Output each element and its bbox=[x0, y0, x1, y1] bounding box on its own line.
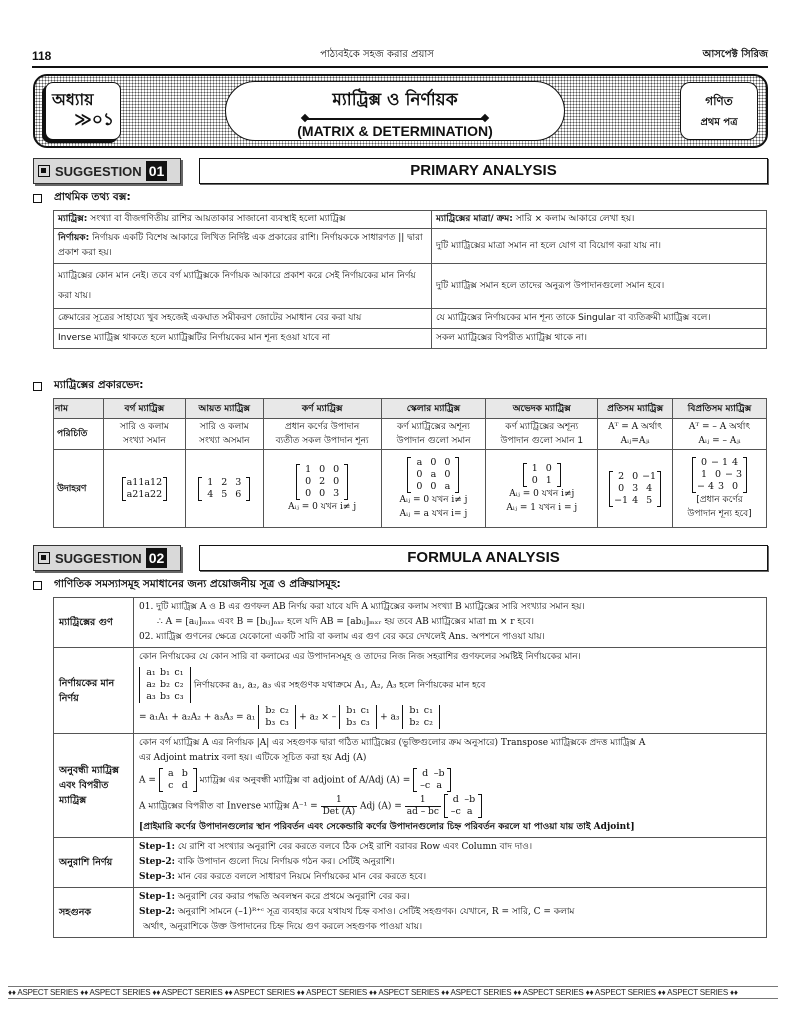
matrix-cell: 1 bbox=[545, 474, 552, 486]
info-cell-right bbox=[432, 309, 767, 329]
matrix-cell: 0 bbox=[632, 470, 639, 482]
example-note: Aᵢⱼ = 0 যখন i≠ j bbox=[399, 494, 468, 505]
matrix-cell: 0 bbox=[444, 456, 451, 468]
info-text: সংখ্যা বা বীজগণিতীয় রাশির আয়তাকার সাজানো ব্যবস্থাই হলো ম্যাট্রিক্স bbox=[87, 214, 346, 224]
matrix-row bbox=[144, 679, 186, 691]
formula-expr: ম্যাট্রিক্স এর অনুবন্ধী ম্যাট্রিক্স বা adjoint of A/Adj (A) = bbox=[199, 775, 411, 786]
title-divider bbox=[305, 118, 485, 120]
matrix-cell: b₃ bbox=[346, 717, 357, 728]
intro-line: কর্ণ ম্যাট্রিক্সের অশূন্য bbox=[396, 422, 470, 432]
matrix-cell: 2 bbox=[319, 475, 326, 487]
matrix-cell: 0 bbox=[319, 487, 326, 499]
info-cell-left bbox=[54, 229, 432, 264]
matrix-cell: 4 bbox=[632, 494, 639, 506]
matrix-cell: a bbox=[430, 468, 437, 480]
square-bullet-icon bbox=[38, 552, 50, 564]
series-name: আসপেক্ট সিরিজ bbox=[702, 49, 768, 60]
example-note: Aᵢⱼ = 0 যখন i≠j bbox=[509, 488, 575, 499]
matrix-cell: c₃ bbox=[360, 717, 370, 728]
example-cell bbox=[185, 450, 263, 528]
info-cell-left bbox=[54, 211, 432, 229]
matrix-row bbox=[127, 489, 163, 501]
formula-row-det bbox=[54, 648, 767, 734]
info-text: নির্ণায়ক একটি বিশেষ আকারে লিখিত নির্দিষ্ট এক প্রকারের রাশি। নির্ণায়ককে সাধারণত || দ্বারা প্রকাশ করা হয়। bbox=[58, 233, 423, 258]
intro-line: Aᵀ = A অর্থাৎ bbox=[608, 422, 663, 432]
row-header: পরিচিতি bbox=[54, 419, 104, 450]
matrix-row bbox=[344, 705, 372, 717]
matrix-cell: − 3 bbox=[725, 468, 743, 480]
matrix-cell: − 4 bbox=[697, 480, 715, 492]
matrix-cell: 3 bbox=[235, 476, 242, 488]
matrix-cell: 0 bbox=[545, 462, 552, 474]
matrix-row bbox=[449, 806, 477, 818]
matrix-cell: 0 bbox=[430, 456, 437, 468]
matrix-cell: c₂ bbox=[423, 717, 433, 728]
intro-cell bbox=[263, 419, 381, 450]
section-heading: FORMULA ANALYSIS bbox=[199, 545, 768, 571]
formula-line: 02. ম্যাট্রিক্স গুণনের ক্ষেত্রে যেকোনো একটি সারি বা কলাম এর গুণ বের করে দেখলেই Ans. অপশনে পাওয়া যায়। bbox=[139, 632, 545, 642]
example-note: Aᵢⱼ = 1 যখন i = j bbox=[506, 502, 578, 513]
fraction bbox=[321, 795, 358, 818]
matrix-row bbox=[697, 457, 742, 469]
row-label: অনুরাশি নির্ণয় bbox=[54, 838, 134, 888]
section-title-text: ম্যাট্রিক্সের প্রকারভেদ: bbox=[54, 379, 144, 391]
row-header: উদাহরণ bbox=[54, 450, 104, 528]
formula-line: এর Adjoint matrix বলা হয়। এটিকে সূচিত করা হয় Adj (A) bbox=[139, 753, 367, 763]
matrix-cell: 4 bbox=[646, 482, 653, 494]
matrix-row bbox=[164, 780, 192, 792]
matrix-cell: 0 bbox=[416, 468, 423, 480]
suggestion-badge bbox=[33, 545, 181, 571]
column-header: কর্ণ ম্যাট্রিক্স bbox=[263, 399, 381, 419]
checkbox-bullet-icon bbox=[33, 194, 42, 203]
formula-row-cofactor bbox=[54, 888, 767, 938]
matrix-row bbox=[203, 477, 245, 489]
matrix-cell: 4 bbox=[732, 456, 739, 468]
matrix-cell: a22 bbox=[144, 488, 163, 500]
intro-cell bbox=[673, 419, 767, 450]
matrix-row bbox=[697, 469, 742, 481]
suggestion-01-bar bbox=[33, 158, 768, 184]
matrix-cell: 6 bbox=[235, 488, 242, 500]
info-text: দুটি ম্যাট্রিক্সের মাত্রা সমান না হলে যোগ বা বিয়োগ করা যায় না। bbox=[436, 240, 661, 251]
matrix-cell: 0 bbox=[700, 456, 708, 468]
matrix-row bbox=[449, 794, 477, 806]
matrix-cell: –b bbox=[464, 794, 476, 805]
intro-line: সংখ্যা সমান bbox=[123, 436, 166, 446]
matrix-cell: 1 bbox=[207, 476, 214, 488]
chapter-label: অধ্যায় bbox=[52, 90, 94, 109]
intro-cell bbox=[598, 419, 673, 450]
page-header bbox=[32, 48, 768, 68]
suggestion-02-bar bbox=[33, 545, 768, 571]
matrix-cell: b bbox=[181, 768, 188, 779]
formula-line: কোন নির্ণায়কের যে কোন সারি বা কলামের এর উপাদানসমূহ ও তাদের নিজ নিজ সহরাশির গুণফলের সমষ্টিই নির্ণায়কের মান। bbox=[139, 652, 581, 662]
example-matrix bbox=[407, 457, 459, 493]
column-header: প্রতিসম ম্যাট্রিক্স bbox=[598, 399, 673, 419]
matrix-cell: –c bbox=[420, 780, 431, 791]
section-title-text: গাণিতিক সমস্যাসমূহ সমাধানের জন্য প্রয়োজনীয় সূত্র ও প্রক্রিয়াসমূহ: bbox=[54, 578, 341, 590]
matrix-cell: 0 bbox=[618, 482, 625, 494]
chapter-box bbox=[45, 82, 121, 140]
matrix-cell: c₂ bbox=[174, 679, 184, 690]
example-matrix bbox=[609, 471, 661, 507]
example-cell bbox=[673, 450, 767, 528]
matrix-cell: a bbox=[167, 768, 174, 779]
intro-line: কর্ণ ম্যাট্রিক্সের অশূন্য bbox=[505, 422, 579, 432]
example-cell bbox=[486, 450, 598, 528]
intro-line: উপাদান গুলো সমান 1 bbox=[500, 436, 584, 446]
matrix-cell: c₃ bbox=[279, 717, 289, 728]
minor-determinant bbox=[339, 705, 377, 729]
matrix-row bbox=[127, 477, 163, 489]
matrix-row bbox=[697, 481, 742, 493]
matrix-row bbox=[263, 705, 291, 717]
matrix-cell: a12 bbox=[144, 476, 163, 488]
matrix-cell: a21 bbox=[126, 488, 145, 500]
intro-line: Aᵀ = – A অর্থাৎ bbox=[688, 422, 751, 432]
numerator: 1 bbox=[321, 795, 358, 807]
matrix-cell: d bbox=[181, 780, 188, 791]
minor-determinant bbox=[402, 705, 440, 729]
column-header: অভেদক ম্যাট্রিক্স bbox=[486, 399, 598, 419]
example-matrix bbox=[296, 464, 348, 500]
matrix-cell: b₂ bbox=[409, 717, 420, 728]
matrix-row bbox=[203, 489, 245, 501]
fraction bbox=[405, 795, 441, 818]
matrix-cell: c₁ bbox=[360, 705, 370, 716]
info-cell-right bbox=[432, 264, 767, 309]
step-label: Step-2: bbox=[139, 907, 175, 917]
matrix-cell: c₁ bbox=[423, 705, 433, 716]
matrix-row bbox=[144, 667, 186, 679]
matrix-cell: 1 bbox=[700, 468, 708, 480]
matrix-cell: a₁ bbox=[146, 667, 156, 678]
paper-name: প্রথম পত্র bbox=[700, 117, 738, 128]
intro-line: Aᵢⱼ = – Aⱼᵢ bbox=[698, 436, 741, 446]
denominator: ad – bc bbox=[406, 806, 439, 817]
matrix-cell: d bbox=[422, 768, 429, 779]
matrix-cell: b₁ bbox=[346, 705, 357, 716]
formula-expr: A = bbox=[139, 775, 156, 786]
suggestion-number: 01 bbox=[146, 161, 168, 181]
matrix-cell: 0 bbox=[531, 474, 538, 486]
matrix-row bbox=[614, 471, 656, 483]
info-cell-left bbox=[54, 264, 432, 309]
intro-line: উপাদান গুলো সমান bbox=[396, 436, 471, 446]
info-row bbox=[54, 229, 767, 264]
matrix-row bbox=[407, 717, 435, 729]
step-text: অনুরাশি বের করার পদ্ধতি অবলম্বন করে প্রথমে অনুরাশি বের কর। bbox=[175, 892, 410, 902]
matrix-cell: 5 bbox=[646, 494, 653, 506]
formula-table bbox=[53, 597, 767, 938]
matrix-row bbox=[301, 476, 343, 488]
matrix-row bbox=[301, 464, 343, 476]
formula-expr: + a₂ × – bbox=[299, 712, 337, 723]
matrix-cell: c₃ bbox=[174, 691, 184, 702]
intro-line: সংখ্যা অসমান bbox=[199, 436, 250, 446]
page-number: 118 bbox=[32, 48, 52, 63]
info-row bbox=[54, 264, 767, 309]
matrix-cell: 4 bbox=[207, 488, 214, 500]
matrix-cell: 0 bbox=[714, 468, 722, 480]
row-label: নির্ণায়কের মান নির্ণয় bbox=[54, 648, 134, 734]
info-row bbox=[54, 329, 767, 349]
numerator: 1 bbox=[405, 795, 441, 807]
inverse-matrix bbox=[444, 794, 482, 818]
matrix-cell: 0 bbox=[333, 463, 340, 475]
intro-cell bbox=[185, 419, 263, 450]
matrix-row bbox=[528, 463, 556, 475]
matrix-types-table bbox=[53, 398, 767, 528]
step-line bbox=[139, 870, 761, 885]
formula-line: নির্ণায়কের a₁, a₂, a₃ এর সহগুণক যথাক্রমে A₁, A₂, A₃ হলে নির্ণায়কের মান হবে bbox=[193, 680, 486, 691]
formula-line: অর্থাৎ, অনুরাশিকে উক্ত উপাদানের চিহ্ন দিয়ে গুণ করলে সহগুণক পাওয়া যায়। bbox=[143, 922, 423, 932]
info-row bbox=[54, 309, 767, 329]
matrix-cell: 0 bbox=[444, 468, 451, 480]
info-text: Inverse ম্যাট্রিক্স থাকতে হলে ম্যাট্রিক্সটির নির্ণায়কের মান শূন্য হওয়া যাবে না bbox=[58, 333, 331, 343]
example-note: [প্রধান কর্ণের bbox=[696, 494, 743, 505]
matrix-row bbox=[614, 495, 656, 507]
matrix-cell: b₂ bbox=[160, 679, 170, 690]
denominator: Det (A) bbox=[322, 806, 356, 817]
example-matrix bbox=[122, 477, 168, 501]
example-note: Aᵢⱼ = 0 যখন i≠ j bbox=[288, 501, 357, 512]
primary-info-table bbox=[53, 210, 767, 349]
minor-determinant bbox=[258, 705, 296, 729]
matrix-row bbox=[301, 488, 343, 500]
example-matrix bbox=[523, 463, 561, 487]
matrix-row bbox=[418, 768, 446, 780]
matrix-row bbox=[528, 475, 556, 487]
matrix-cell: 5 bbox=[221, 488, 228, 500]
info-cell-left bbox=[54, 309, 432, 329]
suggestion-label: SUGGESTION bbox=[55, 550, 142, 566]
adjoint-note: [প্রাইমারি কর্ণের উপাদানগুলোর স্থান পরিবর্তন এবং সেকেন্ডারি কর্ণের উপাদানগুলোর চিহ্ন পরিবর্তন করলে যা পাওয়া যায় তাই Adjoint] bbox=[139, 822, 635, 832]
determinant-3x3 bbox=[139, 667, 191, 703]
formula-row-mult bbox=[54, 598, 767, 648]
matrix-row bbox=[344, 717, 372, 729]
subject-box bbox=[680, 82, 758, 140]
example-note: উপাদান শূন্য হবে] bbox=[687, 508, 752, 519]
matrix-cell: c₂ bbox=[279, 705, 289, 716]
column-header: স্কেলার ম্যাট্রিক্স bbox=[381, 399, 486, 419]
section-title-text: প্রাথমিক তথ্য বক্স: bbox=[54, 191, 131, 203]
row-label: সহগুনক bbox=[54, 888, 134, 938]
column-header: বর্গ ম্যাট্রিক্স bbox=[103, 399, 185, 419]
matrix-cell: b₁ bbox=[409, 705, 420, 716]
matrix-row bbox=[412, 481, 454, 493]
step-label: Step-1: bbox=[139, 842, 175, 852]
formula-row-minor bbox=[54, 838, 767, 888]
info-term: ম্যাট্রিক্সের মাত্রা/ ক্রম: bbox=[436, 214, 513, 224]
intro-cell bbox=[381, 419, 486, 450]
matrix-row bbox=[614, 483, 656, 495]
step-label: Step-1: bbox=[139, 892, 175, 902]
info-term: নির্ণায়ক: bbox=[58, 233, 90, 243]
header-tagline: পাঠ্যবইকে সহজ করার প্রয়াস bbox=[320, 49, 434, 60]
matrix-cell: –c bbox=[450, 806, 461, 817]
suggestion-badge bbox=[33, 158, 181, 184]
column-header: আয়ত ম্যাট্রিক্স bbox=[185, 399, 263, 419]
formula-expr: = a₁A₁ + a₂A₂ + a₃A₃ = a₁ bbox=[139, 712, 256, 723]
matrix-row bbox=[263, 717, 291, 729]
formula-line: কোন বর্গ ম্যাট্রিক্স A এর নির্ণায়ক |A| এর সহগুণক দ্বারা গঠিত ম্যাট্রিক্সের (ভুক্তিগুলোর ক্রম অনুসারে) Transpose ম্যাট্রিক্সকে প্রদত্ত ম্যাট্রিক্স A bbox=[139, 738, 646, 748]
matrix-cell: 0 bbox=[430, 480, 437, 492]
row-label: অনুবন্ধী ম্যাট্রিক্স এবং বিপরীত ম্যাট্রিক্স bbox=[54, 734, 134, 838]
intro-line: সারি ও কলাম bbox=[119, 422, 169, 432]
matrix-cell: 0 bbox=[319, 463, 326, 475]
intro-line: Aᵢⱼ=Aⱼᵢ bbox=[620, 436, 650, 446]
section-title bbox=[33, 378, 144, 395]
info-text: যে ম্যাট্রিক্সের নির্ণায়কের মান শূন্য তাকে Singular বা ব্যতিক্রমী ম্যাট্রিক্স বলে। bbox=[436, 313, 711, 323]
suggestion-number: 02 bbox=[146, 548, 168, 568]
step-label: Step-3: bbox=[139, 872, 175, 882]
info-text: ক্রেমারের সূত্রের সাহায্যে খুব সহজেই একঘাত সমীকরণ জোটের সমাধান বের করা যায় bbox=[58, 313, 362, 323]
matrix-cell: a₃ bbox=[146, 691, 156, 702]
matrix-cell: b₃ bbox=[160, 691, 170, 702]
chapter-title-bn: ম্যাট্রিক্স ও নির্ণায়ক bbox=[332, 90, 458, 110]
matrix-cell: 1 bbox=[531, 462, 538, 474]
matrix-cell: a11 bbox=[126, 476, 145, 488]
matrix-row bbox=[418, 780, 446, 792]
step-label: Step-2: bbox=[139, 857, 175, 867]
matrix-cell: –b bbox=[433, 768, 445, 779]
matrix-cell: − 1 bbox=[711, 456, 729, 468]
matrix-a bbox=[159, 768, 197, 792]
step-line bbox=[139, 840, 761, 855]
matrix-cell: a bbox=[436, 780, 443, 791]
step-text: বাকি উপাদান গুলো দিয়ে নির্ণায়ক গঠন কর। সেটিই অনুরাশি। bbox=[175, 857, 395, 867]
step-line bbox=[139, 855, 761, 870]
matrix-cell: 0 bbox=[305, 487, 312, 499]
footer-series-strip: ♦♦ ASPECT SERIES ♦♦ ASPECT SERIES ♦♦ ASPECT SERIES ♦♦ ASPECT SERIES ♦♦ ASPECT SERIES ♦♦ ASPECT SERIES ♦♦ ASPECT SERIES ♦♦ ASPECT SERIES ♦♦ ASPECT SERIES ♦♦ ASPECT SERIES ♦♦ bbox=[8, 986, 778, 999]
matrix-cell: b₁ bbox=[160, 667, 170, 678]
matrix-row bbox=[164, 768, 192, 780]
step-line bbox=[139, 905, 761, 920]
matrix-cell: −1 bbox=[642, 470, 657, 482]
matrix-cell: b₃ bbox=[265, 717, 276, 728]
matrix-cell: 0 bbox=[732, 480, 739, 492]
step-text: যে রাশি বা সংখ্যার অনুরাশি বের করতে বলবে ঠিক সেই রাশি বরাবর Row এবং Column বাদ দাও। bbox=[175, 842, 533, 852]
step-text: অনুরাশি সামনে (–1)ᴿ⁺ᶜ সূত্র ব্যবহার করে যথাযথ চিহ্ন বসাও। সেটিই সহগুণক। যেখানে, R = সারি, C = কলাম bbox=[175, 907, 575, 917]
info-text: ম্যাট্রিক্সের কোন মান নেই। তবে বর্গ ম্যাট্রিক্সকে নির্ণায়ক আকারে প্রকাশ করে সেই নির্ণায়কের মান নির্ণয় করা যায়। bbox=[58, 271, 416, 301]
matrix-cell: 2 bbox=[618, 470, 625, 482]
info-cell-right bbox=[432, 329, 767, 349]
example-note: Aᵢⱼ = a যখন i= j bbox=[399, 508, 468, 519]
matrix-row bbox=[412, 469, 454, 481]
example-cell bbox=[263, 450, 381, 528]
info-row bbox=[54, 211, 767, 229]
section-title bbox=[33, 577, 341, 594]
matrix-cell: a bbox=[416, 456, 423, 468]
matrix-cell: 0 bbox=[333, 475, 340, 487]
info-text: সারি × কলাম আকারে লেখা হয়। bbox=[512, 214, 635, 224]
square-bullet-icon bbox=[38, 165, 50, 177]
formula-expr: Adj (A) = bbox=[359, 801, 402, 812]
info-text: দুটি ম্যাট্রিক্স সমান হলে তাদের অনুরূপ উপাদানগুলো সমান হবে। bbox=[436, 280, 665, 291]
matrix-row bbox=[407, 705, 435, 717]
formula-line: 01. দুটি ম্যাট্রিক্স A ও B এর গুণফল AB নির্ণয় করা যাবে যদি A ম্যাট্রিক্সের কলাম সংখ্যা B ম্যাট্রিক্সের সারি সংখ্যার সমান হয়। bbox=[139, 602, 585, 612]
formula-line: ∴ A = [aᵢⱼ]ₘₓₙ এবং B = [bᵢⱼ]ₙₓᵣ হলে যদি AB = [abᵢⱼ]ₘₓᵣ হয় তবে AB ম্যাট্রিক্সের মাত্রা m × r হবে। bbox=[157, 617, 534, 627]
example-matrix bbox=[692, 457, 747, 493]
subject-name: গণিত bbox=[705, 94, 733, 108]
chapter-number: ≫০১ bbox=[74, 110, 114, 130]
example-cell bbox=[598, 450, 673, 528]
matrix-cell: 1 bbox=[305, 463, 312, 475]
matrix-cell: 0 bbox=[416, 480, 423, 492]
info-cell-right bbox=[432, 229, 767, 264]
intro-cell bbox=[486, 419, 598, 450]
suggestion-label: SUGGESTION bbox=[55, 163, 142, 179]
adjoint-matrix bbox=[413, 768, 451, 792]
checkbox-bullet-icon bbox=[33, 382, 42, 391]
intro-cell bbox=[103, 419, 185, 450]
info-cell-left bbox=[54, 329, 432, 349]
matrix-cell: 3 bbox=[718, 480, 725, 492]
matrix-cell: a bbox=[466, 806, 473, 817]
matrix-cell: c₁ bbox=[174, 667, 184, 678]
matrix-cell: b₂ bbox=[265, 705, 276, 716]
step-text: মান বের করতে বললে সাধারণ নিয়মে নির্ণায়কের মান বের করতে হবে। bbox=[175, 872, 427, 882]
matrix-row bbox=[412, 457, 454, 469]
column-header: নাম bbox=[54, 399, 104, 419]
chapter-banner bbox=[33, 74, 768, 148]
matrix-cell: c bbox=[168, 780, 174, 791]
info-text: সকল ম্যাট্রিক্সের বিপরীত ম্যাট্রিক্স থাকে না। bbox=[436, 333, 587, 343]
matrix-cell: 0 bbox=[305, 475, 312, 487]
example-cell bbox=[103, 450, 185, 528]
info-term: ম্যাট্রিক্স: bbox=[58, 214, 88, 224]
example-cell bbox=[381, 450, 486, 528]
matrix-row bbox=[144, 691, 186, 703]
step-line bbox=[139, 890, 761, 905]
chapter-title-en: (MATRIX & DETERMINATION) bbox=[297, 123, 493, 139]
column-header: বিপ্রতিসম ম্যাট্রিক্স bbox=[673, 399, 767, 419]
matrix-cell: 2 bbox=[221, 476, 228, 488]
matrix-cell: 3 bbox=[632, 482, 639, 494]
chapter-title-box bbox=[225, 81, 565, 141]
formula-row-adjoint bbox=[54, 734, 767, 838]
example-matrix bbox=[198, 477, 250, 501]
info-cell-right bbox=[432, 211, 767, 229]
intro-line: প্রধান কর্ণের উপাদান bbox=[285, 422, 360, 432]
checkbox-bullet-icon bbox=[33, 581, 42, 590]
matrix-cell: d bbox=[452, 794, 459, 805]
matrix-cell: a₂ bbox=[146, 679, 156, 690]
row-label: ম্যাট্রিক্সের গুণ bbox=[54, 598, 134, 648]
matrix-cell: −1 bbox=[614, 494, 629, 506]
section-heading: PRIMARY ANALYSIS bbox=[199, 158, 768, 184]
formula-expr: A ম্যাট্রিক্সের বিপরীত বা Inverse ম্যাট্রিক্স A⁻¹ = bbox=[139, 801, 318, 812]
section-title bbox=[33, 190, 131, 207]
matrix-cell: a bbox=[444, 480, 451, 492]
intro-line: ব্যতীত সকল উপাদান শূন্য bbox=[275, 436, 369, 446]
intro-line: সারি ও কলাম bbox=[199, 422, 249, 432]
matrix-cell: 3 bbox=[333, 487, 340, 499]
formula-expr: + a₃ bbox=[380, 712, 400, 723]
